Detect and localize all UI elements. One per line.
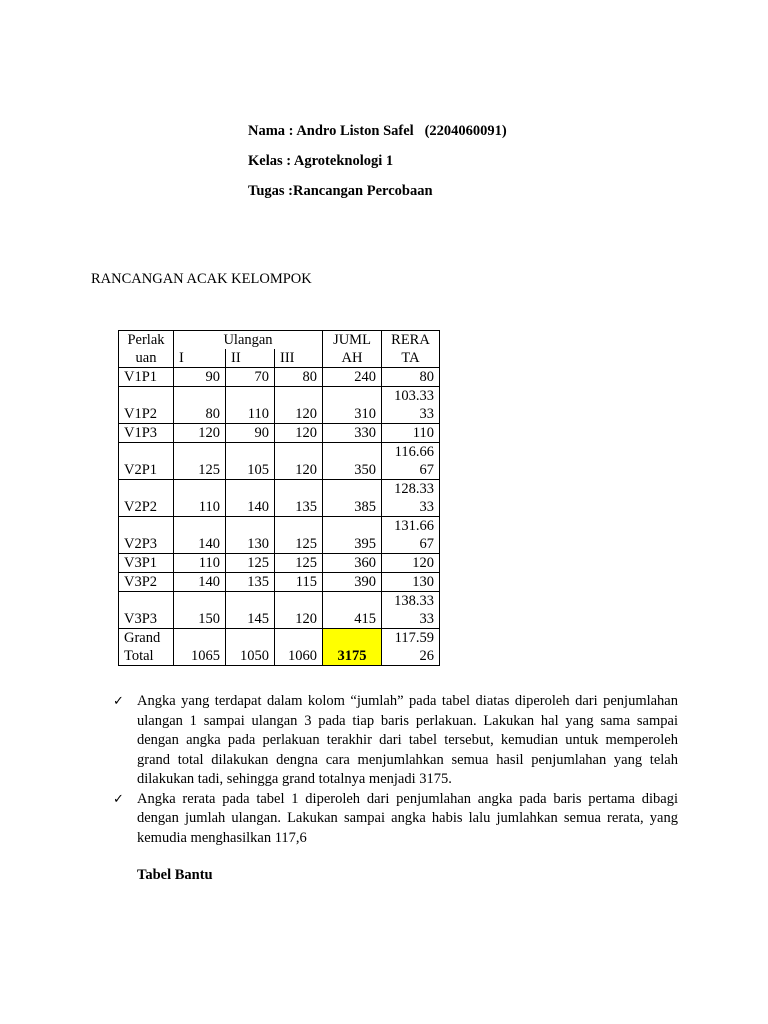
rerata-cell-line: 128.33 — [394, 481, 434, 497]
rerata-cell-line: 33 — [419, 499, 434, 515]
jumlah-cell: 240 — [323, 368, 382, 387]
note-item — [113, 790, 678, 849]
header-perlakuan-line: Perlak — [127, 332, 165, 348]
rerata-cell — [382, 368, 440, 387]
ulangan-i-cell: 125 — [174, 443, 226, 480]
ulangan-ii-cell: 90 — [226, 424, 275, 443]
header-row — [119, 331, 440, 350]
ulangan-iii-cell: 115 — [275, 573, 323, 592]
rerata-cell — [382, 592, 440, 629]
table-row — [119, 480, 440, 517]
ulangan-iii-cell: 135 — [275, 480, 323, 517]
grand-total-label — [119, 629, 174, 666]
ulangan-i-cell: 90 — [174, 368, 226, 387]
ulangan-ii-cell: 70 — [226, 368, 275, 387]
jumlah-cell: 395 — [323, 517, 382, 554]
rerata-cell-line: 117.59 — [394, 630, 434, 646]
ulangan-i-cell: 110 — [174, 554, 226, 573]
rerata-cell-line: 131.66 — [394, 518, 434, 534]
rerata-cell-line: 80 — [419, 369, 434, 385]
rerata-cell-line: 103.33 — [394, 388, 434, 404]
rerata-cell — [382, 424, 440, 443]
perlakuan-cell: V2P1 — [119, 443, 174, 480]
rerata-cell — [382, 443, 440, 480]
grand-total-jumlah: 3175 — [323, 629, 382, 666]
section-title: RANCANGAN ACAK KELOMPOK — [91, 271, 312, 287]
rerata-cell-line: 116.66 — [394, 444, 434, 460]
perlakuan-cell: V3P3 — [119, 592, 174, 629]
rerata-cell — [382, 387, 440, 424]
checkmark-icon: ✓ — [113, 791, 124, 807]
header-ulangan: Ulangan — [174, 331, 323, 350]
jumlah-cell: 415 — [323, 592, 382, 629]
ulangan-ii-cell: 105 — [226, 443, 275, 480]
table-row — [119, 424, 440, 443]
jumlah-cell: 350 — [323, 443, 382, 480]
note-text: Angka rerata pada tabel 1 diperoleh dari penjumlahan angka pada baris pertama dibagi dengan jumlah ulangan. Lakukan sampai angka habis lalu jumlahkan semua rerata, yang kemudia menghasilkan 117,6 — [137, 790, 678, 846]
table-row — [119, 592, 440, 629]
rerata-cell-line: 67 — [419, 462, 434, 478]
ulangan-ii-cell: 135 — [226, 573, 275, 592]
ulangan-iii-cell: 125 — [275, 554, 323, 573]
rerata-cell — [382, 629, 440, 666]
checkmark-icon: ✓ — [113, 694, 124, 709]
header-ulangan-iii: III — [275, 349, 323, 368]
tabel-bantu-heading: Tabel Bantu — [137, 867, 213, 883]
rerata-cell — [382, 554, 440, 573]
student-class: Kelas : Agroteknologi 1 — [248, 153, 394, 169]
note-text: Angka yang terdapat dalam kolom “jumlah” pada tabel diatas diperoleh dari penjumlahan ulangan 1 sampai ulangan 3 pada tiap baris perlakuan. Lakukan hal yang sama sampai dengan angka pada perlakuan terakhir dari tabel tersebut, kemudian untuk memperoleh grand total dilakukan dengna cara menjumlahkan semua hasil penjumlahan yang telah dilakukan tadi, sehingga grand totalnya menjadi 3175. — [137, 693, 678, 787]
ulangan-ii-cell: 110 — [226, 387, 275, 424]
assignment-title: Tugas :Rancangan Percobaan — [248, 183, 433, 199]
rerata-cell — [382, 517, 440, 554]
header-perlakuan-line: uan — [135, 350, 157, 366]
ulangan-ii-cell: 145 — [226, 592, 275, 629]
perlakuan-cell: V1P3 — [119, 424, 174, 443]
perlakuan-cell: V3P2 — [119, 573, 174, 592]
header-ulangan-ii: II — [226, 349, 275, 368]
note-item — [113, 692, 678, 790]
ulangan-iii-cell: 80 — [275, 368, 323, 387]
ulangan-i-cell: 150 — [174, 592, 226, 629]
ulangan-iii-cell: 120 — [275, 443, 323, 480]
rerata-cell-line: 120 — [412, 555, 434, 571]
perlakuan-cell: V2P2 — [119, 480, 174, 517]
ulangan-ii-cell: 1050 — [226, 629, 275, 666]
ulangan-iii-cell: 120 — [275, 592, 323, 629]
jumlah-cell: 360 — [323, 554, 382, 573]
rerata-cell — [382, 480, 440, 517]
grand-total-row — [119, 629, 440, 666]
grand-total-label-line: Grand — [124, 630, 161, 646]
ulangan-i-cell: 120 — [174, 424, 226, 443]
table-row — [119, 573, 440, 592]
rerata-cell-line: 33 — [419, 406, 434, 422]
header-rerata-line: RERA — [391, 332, 430, 348]
ulangan-ii-cell: 125 — [226, 554, 275, 573]
perlakuan-cell: V1P2 — [119, 387, 174, 424]
ulangan-i-cell: 140 — [174, 517, 226, 554]
rerata-cell-line: 110 — [412, 425, 434, 441]
rerata-cell-line: 67 — [419, 536, 434, 552]
rerata-cell-line: 138.33 — [394, 593, 434, 609]
header-jumlah-line: AH — [341, 350, 363, 366]
perlakuan-cell: V1P1 — [119, 368, 174, 387]
ulangan-ii-cell: 140 — [226, 480, 275, 517]
ulangan-iii-cell: 125 — [275, 517, 323, 554]
ulangan-i-cell: 110 — [174, 480, 226, 517]
perlakuan-cell: V2P3 — [119, 517, 174, 554]
header-perlakuan — [119, 331, 174, 368]
header-jumlah — [323, 331, 382, 368]
header-ulangan-i: I — [174, 349, 226, 368]
perlakuan-cell: V3P1 — [119, 554, 174, 573]
student-name: Nama : Andro Liston Safel (2204060091) — [248, 123, 507, 139]
grand-total-label-line: Total — [124, 648, 154, 664]
ulangan-iii-cell: 120 — [275, 424, 323, 443]
notes-list — [113, 692, 678, 848]
ulangan-iii-cell: 120 — [275, 387, 323, 424]
header-rerata-line: TA — [401, 350, 420, 366]
rerata-cell — [382, 573, 440, 592]
table-row — [119, 368, 440, 387]
table-row — [119, 517, 440, 554]
table-row — [119, 443, 440, 480]
jumlah-cell: 330 — [323, 424, 382, 443]
ulangan-i-cell: 1065 — [174, 629, 226, 666]
header-rerata — [382, 331, 440, 368]
table-row — [119, 554, 440, 573]
rerata-cell-line: 26 — [419, 648, 434, 664]
jumlah-cell: 310 — [323, 387, 382, 424]
rerata-cell-line: 130 — [412, 574, 434, 590]
rerata-cell-line: 33 — [419, 611, 434, 627]
table-row — [119, 387, 440, 424]
jumlah-cell: 385 — [323, 480, 382, 517]
ulangan-i-cell: 80 — [174, 387, 226, 424]
ulangan-ii-cell: 130 — [226, 517, 275, 554]
header-jumlah-line: JUML — [333, 332, 371, 348]
ulangan-i-cell: 140 — [174, 573, 226, 592]
ulangan-iii-cell: 1060 — [275, 629, 323, 666]
rak-table — [118, 330, 440, 666]
jumlah-cell: 390 — [323, 573, 382, 592]
